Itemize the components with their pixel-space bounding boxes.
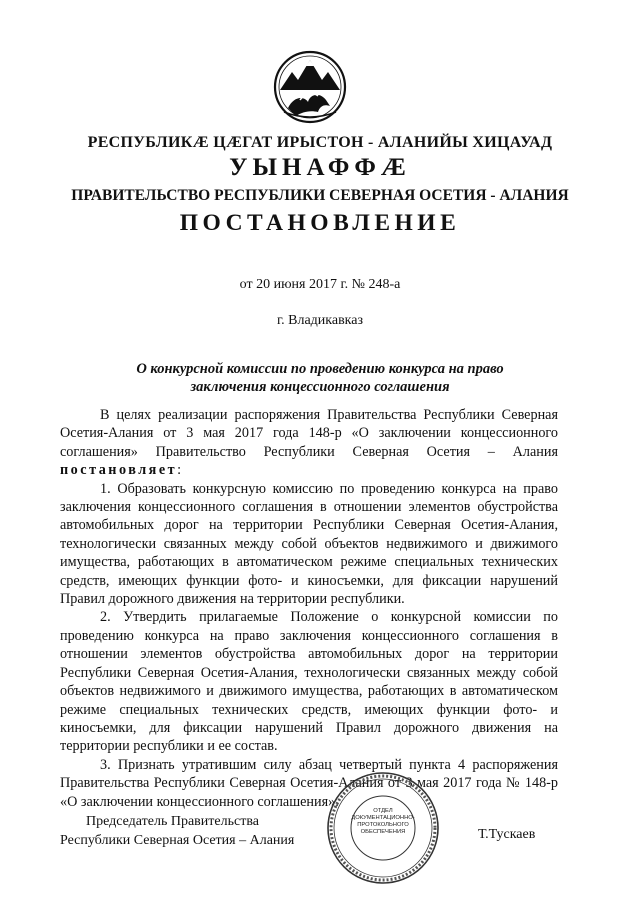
coat-of-arms-icon xyxy=(270,50,350,124)
header-line-ossetian: РЕСПУБЛИКӔ ЦӔГАТ ИРЫСТОН - АЛАНИЙЫ ХИЦАУАД xyxy=(87,134,553,151)
stamp-line-3: ПРОТОКОЛЬНОГО xyxy=(357,822,409,828)
stamp-line-4: ОБЕСПЕЧЕНИЯ xyxy=(360,829,406,835)
city-line: г. Владикавказ xyxy=(276,313,364,328)
document-body xyxy=(60,406,558,811)
intro-text: В целях реализации распоряжения Правительства Республики Северная Осетия-Алания от 3 мая 2017 года 148-р «О заключении концессионного соглашения» Правительство Республики Северная Осетия – Алания xyxy=(60,407,558,460)
signatory-name: Т.Тускаев xyxy=(478,827,536,842)
document-subject xyxy=(60,360,580,396)
signatory-title-line-2: Республики Северная Осетия – Алания xyxy=(60,833,295,848)
header-resolution-ossetian: УЫНАФФӔ xyxy=(229,154,411,181)
subject-line-1: О конкурсной комиссии по проведению конкурса на право xyxy=(136,361,504,377)
resolves-colon: : xyxy=(177,462,182,479)
intro-paragraph xyxy=(60,406,558,480)
signatory-title-line-1: Председатель Правительства xyxy=(86,814,259,829)
paragraph-3: 3. Признать утратившим силу абзац четвертый пункта 4 распоряжения Правительства Республики Северная Осетия-Алания от 3 мая 2017 года № 148-р «О заключении концессионного соглашения». xyxy=(60,756,558,810)
date-number-line: от 20 июня 2017 г. № 248-а xyxy=(239,277,401,292)
resolves-word: постановляет xyxy=(60,462,178,479)
stamp-line-1: ОТДЕЛ xyxy=(373,808,393,814)
signatory-title xyxy=(60,812,320,850)
subject-line-2: заключения концессионного соглашения xyxy=(190,379,450,395)
document-type-title: ПОСТАНОВЛЕНИЕ xyxy=(179,210,461,236)
paragraph-2: 2. Утвердить прилагаемые Положение о конкурсной комиссии по проведению конкурса на право заключения концессионного соглашения в отношении элементов обустройства автомобильных дорог на территории Республики Северная Осетия-Алания, технологически связанных между собой объектов недвижимого и движимого имущества, работающих в автоматическом режиме специальных технических средств, имеющих функции фото- и киносъемки, для фиксации нарушений Правил дорожного движения на территории республики и ее состав. xyxy=(60,609,558,755)
header-government-title: ПРАВИТЕЛЬСТВО РЕСПУБЛИКИ СЕВЕРНАЯ ОСЕТИЯ - АЛАНИЯ xyxy=(71,187,569,204)
paragraph-1: 1. Образовать конкурсную комиссию по проведению конкурса на право заключения концессионного соглашения в отношении элементов обустройства автомобильных дорог на территории Республики Северная Осетия-Алания, технологически связанных между собой объектов недвижимого и движимого имущества, работающих в автоматическом режиме специальных технических средств, имеющих функции фото- и киносъемки, для фиксации нарушений Правил дорожного движения на территории республики. xyxy=(60,480,558,608)
stamp-text xyxy=(350,808,416,836)
stamp-line-2: ДОКУМЕНТАЦИОННО- xyxy=(351,815,415,821)
